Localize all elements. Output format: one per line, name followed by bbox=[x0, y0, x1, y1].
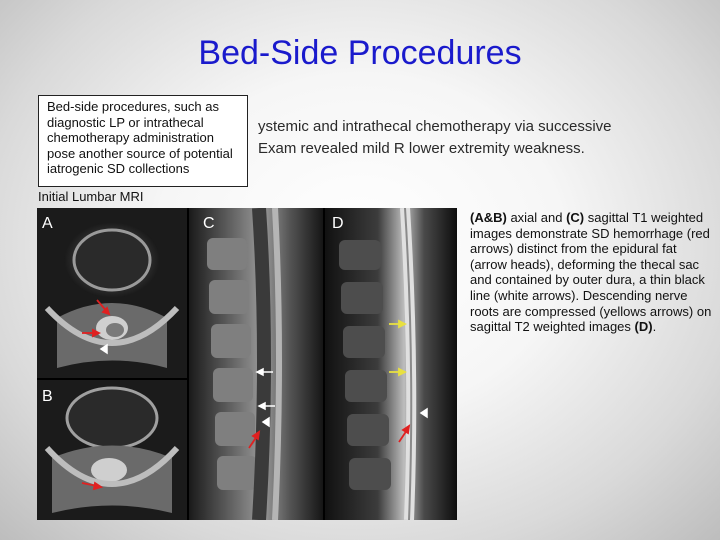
caption-c: (C) bbox=[566, 210, 585, 225]
slide-title: Bed-Side Procedures bbox=[198, 34, 522, 72]
body-text-line-1: ystemic and intrathecal chemotherapy via successive bbox=[258, 118, 612, 135]
mri-panel-d bbox=[325, 208, 457, 520]
panel-label-c: C bbox=[203, 215, 215, 232]
caption-text-2: sagittal T1 weighted images demonstrate SD hemorrhage (red arrows) distinct from the epidural fat (arrow heads), deforming the thecal sac and contained by outer dura, a thin black line (white arrows). Descending nerve roots are compressed (yellows arrows) on sagittal T2 weighted images bbox=[470, 210, 712, 335]
caption-d: (D) bbox=[634, 319, 653, 335]
callout-text: Bed-side procedures, such as diagnostic LP or intrathecal chemotherapy administration pose another source of potential iatrogenic SD collections bbox=[47, 99, 233, 176]
caption-text-1: axial and bbox=[506, 210, 567, 225]
mri-figure bbox=[37, 208, 457, 520]
panel-label-d: D bbox=[332, 215, 344, 232]
mri-panel-b bbox=[37, 380, 187, 520]
caption-text-3: . bbox=[652, 319, 657, 335]
mri-panel-c bbox=[189, 208, 323, 520]
panel-label-a: A bbox=[42, 215, 53, 232]
callout-box bbox=[38, 95, 248, 187]
mri-panel-a bbox=[37, 208, 187, 378]
figure-caption bbox=[470, 210, 716, 335]
caption-ab: (A&B) bbox=[470, 210, 507, 225]
figure-label: Initial Lumbar MRI bbox=[38, 189, 144, 204]
body-text-line-2: Exam revealed mild R lower extremity weakness. bbox=[258, 140, 585, 157]
panel-label-b: B bbox=[42, 388, 53, 405]
